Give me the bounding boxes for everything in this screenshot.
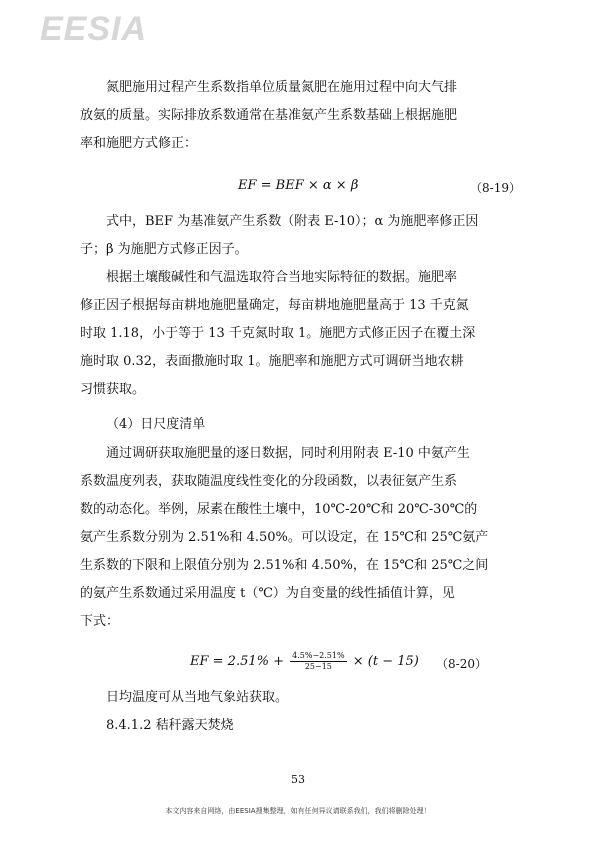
equation-lhs: EF = 2.51% +: [190, 654, 284, 669]
paragraph-correction: [80, 264, 520, 404]
text-line: 放氨的质量。实际排放系数通常在基准氨产生系数基础上根据施肥: [80, 108, 458, 123]
text-line: 式中，BEF 为基准氨产生系数（附表 E-10）；α 为施肥率修正因: [106, 214, 479, 229]
fraction-numerator: 4.5%−2.51%: [292, 651, 345, 660]
text-line: 数的动态化。举例，尿素在酸性土壤中，10℃-20℃和 20℃-30℃的: [80, 502, 478, 517]
equation-number: （8-20）: [436, 657, 487, 671]
text-line: 习惯获取。: [80, 382, 146, 397]
text-line: 氨产生系数分别为 2.51%和 4.50%。可以设定，在 15℃和 25℃氨产: [80, 530, 489, 545]
text-line: 的氨产生系数通过采用温度 t（℃）为自变量的线性插值计算，见: [80, 586, 455, 601]
equation-8-20: [190, 651, 419, 672]
eesia-logo: EESIA: [40, 10, 148, 48]
subsection-heading: 8.4.1.2 秸秆露天焚烧: [106, 718, 234, 733]
equation-number: （8-19）: [470, 181, 521, 195]
text-line: 率和施肥方式修正：: [80, 136, 198, 151]
paragraph-definitions: [80, 208, 520, 264]
footer-disclaimer: 本文内容来自网络，由EESIA搜集整理，如有任何异议请联系我们，我们将删除处理！: [165, 807, 431, 815]
text-line: 时取 1.18，小于等于 13 千克氮时取 1。施肥方式修正因子在覆土深: [80, 326, 476, 341]
equation-rhs: × (t − 15): [352, 654, 419, 669]
paragraph-daily-inventory: [80, 440, 520, 636]
page-number: 53: [291, 773, 305, 786]
equation-8-19: EF = BEF × α × β: [238, 178, 359, 193]
text-line: 子；β 为施肥方式修正因子。: [80, 242, 248, 257]
text-line: 系数温度列表，获取随温度线性变化的分段函数，以表征氨产生系: [80, 474, 458, 489]
fraction-denominator: 25−15: [304, 662, 332, 671]
text-line: 下式：: [80, 614, 120, 629]
text-line: 氮肥施用过程产生系数指单位质量氮肥在施用过程中向大气排: [106, 80, 458, 95]
paragraph-intro: [80, 74, 520, 158]
paragraph-weather-source: 日均温度可从当地气象站获取。: [106, 690, 289, 705]
text-line: 根据土壤酸碱性和气温选取符合当地实际特征的数据。施肥率: [106, 270, 458, 285]
text-line: 通过调研获取施肥量的逐日数据，同时利用附表 E-10 中氨产生: [106, 446, 470, 461]
equation-fraction: [290, 651, 346, 672]
text-line: 施时取 0.32，表面撒施时取 1。施肥率和施肥方式可调研当地农耕: [80, 354, 464, 369]
text-line: 修正因子根据每亩耕地施肥量确定，每亩耕地施肥量高于 13 千克氮: [80, 298, 469, 313]
section-heading: （4）日尺度清单: [106, 417, 206, 432]
text-line: 生系数的下限和上限值分别为 2.51%和 4.50%，在 15℃和 25℃之间: [80, 558, 489, 573]
